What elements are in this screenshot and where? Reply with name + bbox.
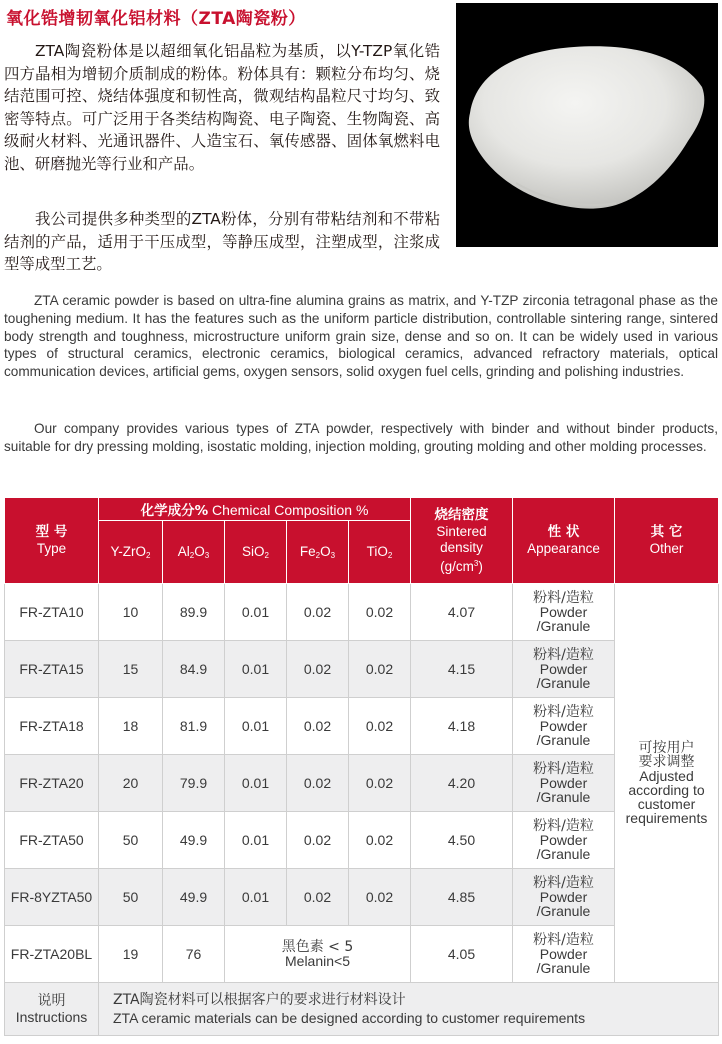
header-chemical-composition: 化学成分% Chemical Composition % xyxy=(99,498,411,521)
cell-appearance: 粉料/造粒 Powder /Granule xyxy=(513,641,615,698)
cell-sio2: 0.01 xyxy=(225,869,287,926)
cell-fe2o3: 0.02 xyxy=(287,812,349,869)
cell-al2o3: 49.9 xyxy=(163,812,225,869)
cell-fe2o3: 0.02 xyxy=(287,698,349,755)
header-sio2: SiO$_2$ xyxy=(225,521,287,584)
cell-type: FR-8YZTA50 xyxy=(5,869,99,926)
header-fe2o3: $Fe_2O_3$ xyxy=(287,521,349,584)
cell-al2o3: 89.9 xyxy=(163,584,225,641)
table-row xyxy=(5,584,719,641)
cell-zro2: 19 xyxy=(99,926,163,983)
instructions-row xyxy=(5,983,719,1036)
cell-type: FR-ZTA20BL xyxy=(5,926,99,983)
header-appearance: 性 状 Appearance xyxy=(513,498,615,584)
cell-al2o3: 76 xyxy=(163,926,225,983)
cell-density: 4.50 xyxy=(411,812,513,869)
instructions-label: 说明 Instructions xyxy=(5,983,99,1036)
cell-tio2: 0.02 xyxy=(349,869,411,926)
cell-sio2: 0.01 xyxy=(225,755,287,812)
cell-al2o3: 84.9 xyxy=(163,641,225,698)
header-zro2: Y-ZrO$_2$ xyxy=(99,521,163,584)
cell-appearance: 粉料/造粒 Powder /Granule xyxy=(513,869,615,926)
cell-fe2o3: 0.02 xyxy=(287,869,349,926)
cell-zro2: 18 xyxy=(99,698,163,755)
cell-fe2o3: 0.02 xyxy=(287,584,349,641)
table-row xyxy=(5,755,719,812)
cell-type: FR-ZTA10 xyxy=(5,584,99,641)
cell-zro2: 50 xyxy=(99,812,163,869)
table-row xyxy=(5,812,719,869)
cell-density: 4.85 xyxy=(411,869,513,926)
powder-pile-image xyxy=(456,3,718,247)
header-tio2: TiO$_2$ xyxy=(349,521,411,584)
cell-appearance: 粉料/造粒 Powder /Granule xyxy=(513,584,615,641)
cell-appearance: 粉料/造粒 Powder /Granule xyxy=(513,755,615,812)
table-row xyxy=(5,926,719,983)
cell-type: FR-ZTA20 xyxy=(5,755,99,812)
cell-density: 4.05 xyxy=(411,926,513,983)
cell-other: 可按用户 要求调整 Adjusted according to customer requirements xyxy=(615,584,719,983)
cell-tio2: 0.02 xyxy=(349,812,411,869)
cell-appearance: 粉料/造粒 Powder /Granule xyxy=(513,698,615,755)
header-row-1 xyxy=(5,498,719,521)
cell-tio2: 0.02 xyxy=(349,698,411,755)
cell-density: 4.07 xyxy=(411,584,513,641)
cell-type: FR-ZTA18 xyxy=(5,698,99,755)
cell-melanin: 黑色素 < 5 Melanin<5 xyxy=(225,926,411,983)
table-row xyxy=(5,641,719,698)
intro-cn-paragraph-1: ZTA陶瓷粉体是以超细氧化铝晶粒为基质，以Y-TZP氧化锆四方晶相为增韧介质制成的粉体。粉体具有：颗粒分布均匀、烧结范围可控、烧结体强度和韧性高，微观结构晶粒尺寸均匀、致密等特点。可广泛用于各类结构陶瓷、电子陶瓷、生物陶瓷、高级耐火材料、光通讯器件、人造宝石、氧传感器、固体氧燃料电池、研磨抛光等行业和产品。 xyxy=(4,42,440,173)
cell-zro2: 15 xyxy=(99,641,163,698)
cell-sio2: 0.01 xyxy=(225,641,287,698)
cell-fe2o3: 0.02 xyxy=(287,755,349,812)
cell-appearance: 粉料/造粒 Powder /Granule xyxy=(513,812,615,869)
cell-sio2: 0.01 xyxy=(225,698,287,755)
cell-tio2: 0.02 xyxy=(349,584,411,641)
cell-tio2: 0.02 xyxy=(349,641,411,698)
cell-type: FR-ZTA15 xyxy=(5,641,99,698)
cell-fe2o3: 0.02 xyxy=(287,641,349,698)
intro-en-paragraph-1: ZTA ceramic powder is based on ultra-fine alumina grains as matrix, and Y-TZP zirconia tetragonal phase as the toughening medium. It has the features such as the uniform particle distribution, controllable sintering range, sintered body strength and toughness, microstructure uniform grain size, dense and so on. It can be widely used in various types of structural ceramics, electronic ceramics, biological ceramics, advanced refractory materials, optical communication devices, artificial gems, oxygen sensors, solid oxygen fuel cells, grinding and polishing industries. xyxy=(4,293,718,380)
specification-table xyxy=(4,497,719,1036)
header-density: 烧结密度 Sintered density $(g/cm^3)$ xyxy=(411,498,513,584)
cell-zro2: 50 xyxy=(99,869,163,926)
cell-density: 4.15 xyxy=(411,641,513,698)
cell-zro2: 20 xyxy=(99,755,163,812)
cell-type: FR-ZTA50 xyxy=(5,812,99,869)
cell-density: 4.20 xyxy=(411,755,513,812)
instructions-text: ZTA陶瓷材料可以根据客户的要求进行材料设计 ZTA ceramic materials can be designed according to customer requirements xyxy=(99,983,719,1036)
product-photo xyxy=(456,3,718,247)
intro-cn-paragraph-2: 我公司提供多种类型的ZTA粉体，分别有带粘结剂和不带粘结剂的产品，适用于干压成型，等静压成型，注塑成型，注浆成型等成型工艺。 xyxy=(4,210,440,273)
page-title: 氧化锆增韧氧化铝材料（ZTA陶瓷粉） xyxy=(6,9,306,29)
header-al2o3: $Al_2O_3$ xyxy=(163,521,225,584)
cell-al2o3: 81.9 xyxy=(163,698,225,755)
intro-en-paragraph-2: Our company provides various types of ZTA powder, respectively with binder and without binder products, suitable for dry pressing molding, isostatic molding, injection molding, grouting molding and other molding processes. xyxy=(4,421,718,454)
table-row xyxy=(5,869,719,926)
cell-density: 4.18 xyxy=(411,698,513,755)
header-type: 型 号 Type xyxy=(5,498,99,584)
cell-zro2: 10 xyxy=(99,584,163,641)
table-row xyxy=(5,698,719,755)
cell-appearance: 粉料/造粒 Powder /Granule xyxy=(513,926,615,983)
cell-al2o3: 79.9 xyxy=(163,755,225,812)
cell-tio2: 0.02 xyxy=(349,755,411,812)
cell-sio2: 0.01 xyxy=(225,584,287,641)
cell-al2o3: 49.9 xyxy=(163,869,225,926)
header-other: 其 它 Other xyxy=(615,498,719,584)
cell-sio2: 0.01 xyxy=(225,812,287,869)
